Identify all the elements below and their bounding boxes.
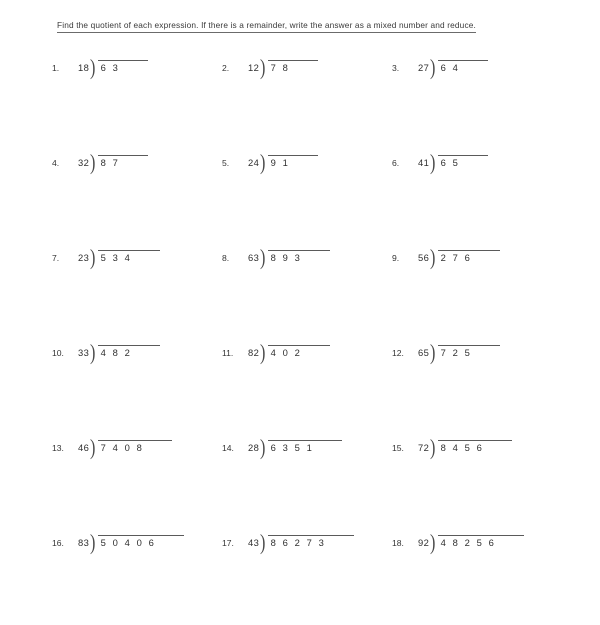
division-bracket-icon: )	[260, 56, 266, 81]
problem-number: 14.	[222, 443, 234, 453]
divisor-value: 83	[78, 537, 90, 548]
vinculum-line	[268, 250, 330, 251]
problem-number: 10.	[52, 348, 64, 358]
division-expression	[78, 435, 146, 461]
problem-row	[0, 530, 600, 625]
problem-row	[0, 435, 600, 530]
problem-number: 15.	[392, 443, 404, 453]
dividend-value: 8 6 2 7 3	[270, 537, 326, 548]
problem-grid	[0, 55, 600, 625]
division-expression	[248, 245, 304, 271]
dividend-wrap	[438, 245, 474, 271]
vinculum-line	[98, 250, 160, 251]
dividend-wrap	[98, 435, 146, 461]
problem-item[interactable]	[52, 530, 158, 556]
problem-item[interactable]	[392, 435, 486, 461]
dividend-wrap	[98, 340, 134, 366]
dividend-wrap	[268, 150, 292, 176]
divisor-value: 46	[78, 442, 90, 453]
problem-row	[0, 150, 600, 245]
problem-number: 16.	[52, 538, 64, 548]
problem-item[interactable]	[392, 55, 462, 81]
divisor-value: 56	[418, 252, 430, 263]
vinculum-line	[268, 60, 318, 61]
division-expression	[78, 340, 134, 366]
division-expression	[418, 55, 462, 81]
division-expression	[78, 55, 122, 81]
vinculum-line	[438, 535, 524, 536]
vinculum-line	[438, 60, 488, 61]
vinculum-line	[268, 440, 342, 441]
vinculum-line	[98, 440, 172, 441]
dividend-value: 8 7	[100, 157, 120, 168]
problem-row	[0, 245, 600, 340]
division-bracket-icon: )	[260, 151, 266, 176]
vinculum-line	[268, 535, 354, 536]
division-bracket-icon: )	[430, 341, 436, 366]
dividend-value: 4 8 2 5 6	[440, 537, 496, 548]
problem-number: 12.	[392, 348, 404, 358]
problem-number: 9.	[392, 253, 400, 263]
problem-item[interactable]	[52, 150, 122, 176]
divisor-value: 63	[248, 252, 260, 263]
division-bracket-icon: )	[430, 436, 436, 461]
dividend-wrap	[438, 150, 462, 176]
problem-row	[0, 340, 600, 435]
division-bracket-icon: )	[90, 151, 96, 176]
problem-item[interactable]	[392, 245, 474, 271]
division-bracket-icon: )	[260, 246, 266, 271]
problem-number: 4.	[52, 158, 60, 168]
problem-number: 17.	[222, 538, 234, 548]
division-expression	[78, 245, 134, 271]
divisor-value: 24	[248, 157, 260, 168]
division-expression	[418, 150, 462, 176]
problem-item[interactable]	[222, 530, 328, 556]
dividend-wrap	[268, 530, 328, 556]
problem-number: 13.	[52, 443, 64, 453]
dividend-value: 6 3	[100, 62, 120, 73]
problem-number: 3.	[392, 63, 400, 73]
dividend-wrap	[98, 530, 158, 556]
division-expression	[248, 55, 292, 81]
instructions-row	[57, 15, 517, 33]
divisor-value: 27	[418, 62, 430, 73]
dividend-value: 7 2 5	[440, 347, 472, 358]
dividend-value: 8 9 3	[270, 252, 302, 263]
divisor-value: 41	[418, 157, 430, 168]
division-expression	[418, 530, 498, 556]
division-bracket-icon: )	[430, 246, 436, 271]
problem-number: 2.	[222, 63, 230, 73]
divisor-value: 33	[78, 347, 90, 358]
problem-item[interactable]	[52, 435, 146, 461]
dividend-value: 8 4 5 6	[440, 442, 484, 453]
divisor-value: 92	[418, 537, 430, 548]
dividend-value: 6 3 5 1	[270, 442, 314, 453]
problem-number: 1.	[52, 63, 60, 73]
division-bracket-icon: )	[260, 436, 266, 461]
problem-number: 11.	[222, 348, 234, 358]
divisor-value: 72	[418, 442, 430, 453]
instructions-text: Find the quotient of each expression. If there is a remainder, write the answer as a mixed number and reduce.	[57, 20, 476, 33]
division-expression	[418, 245, 474, 271]
dividend-value: 5 0 4 0 6	[100, 537, 156, 548]
problem-number: 7.	[52, 253, 60, 263]
problem-item[interactable]	[392, 150, 462, 176]
vinculum-line	[98, 155, 148, 156]
dividend-value: 4 0 2	[270, 347, 302, 358]
divisor-value: 82	[248, 347, 260, 358]
divisor-value: 18	[78, 62, 90, 73]
problem-item[interactable]	[222, 340, 304, 366]
division-expression	[248, 150, 292, 176]
dividend-wrap	[438, 340, 474, 366]
division-expression	[248, 530, 328, 556]
dividend-value: 9 1	[270, 157, 290, 168]
division-bracket-icon: )	[260, 531, 266, 556]
divisor-value: 65	[418, 347, 430, 358]
vinculum-line	[98, 345, 160, 346]
divisor-value: 32	[78, 157, 90, 168]
vinculum-line	[268, 155, 318, 156]
problem-number: 5.	[222, 158, 230, 168]
problem-number: 6.	[392, 158, 400, 168]
vinculum-line	[98, 60, 148, 61]
dividend-value: 7 4 0 8	[100, 442, 144, 453]
vinculum-line	[98, 535, 184, 536]
vinculum-line	[438, 155, 488, 156]
division-bracket-icon: )	[90, 246, 96, 271]
division-expression	[248, 340, 304, 366]
divisor-value: 12	[248, 62, 260, 73]
dividend-wrap	[98, 55, 122, 81]
division-expression	[248, 435, 316, 461]
vinculum-line	[438, 250, 500, 251]
dividend-value: 2 7 6	[440, 252, 472, 263]
problem-number: 8.	[222, 253, 230, 263]
dividend-wrap	[268, 55, 292, 81]
dividend-value: 4 8 2	[100, 347, 132, 358]
dividend-wrap	[438, 55, 462, 81]
divisor-value: 28	[248, 442, 260, 453]
division-expression	[418, 340, 474, 366]
vinculum-line	[438, 345, 500, 346]
problem-item[interactable]	[222, 150, 292, 176]
problem-item[interactable]	[222, 435, 316, 461]
dividend-wrap	[98, 245, 134, 271]
dividend-wrap	[268, 245, 304, 271]
dividend-wrap	[438, 530, 498, 556]
problem-item[interactable]	[52, 245, 134, 271]
problem-item[interactable]	[52, 340, 134, 366]
dividend-wrap	[268, 340, 304, 366]
division-expression	[78, 150, 122, 176]
division-expression	[78, 530, 158, 556]
vinculum-line	[268, 345, 330, 346]
problem-row	[0, 55, 600, 150]
dividend-value: 7 8	[270, 62, 290, 73]
division-bracket-icon: )	[430, 531, 436, 556]
division-bracket-icon: )	[90, 436, 96, 461]
division-bracket-icon: )	[260, 341, 266, 366]
problem-number: 18.	[392, 538, 404, 548]
division-bracket-icon: )	[90, 341, 96, 366]
divisor-value: 43	[248, 537, 260, 548]
dividend-value: 6 4	[440, 62, 460, 73]
vinculum-line	[438, 440, 512, 441]
problem-item[interactable]	[392, 530, 498, 556]
division-expression	[418, 435, 486, 461]
divisor-value: 23	[78, 252, 90, 263]
division-bracket-icon: )	[90, 531, 96, 556]
dividend-value: 6 5	[440, 157, 460, 168]
dividend-wrap	[98, 150, 122, 176]
problem-item[interactable]	[392, 340, 474, 366]
division-bracket-icon: )	[430, 151, 436, 176]
dividend-value: 5 3 4	[100, 252, 132, 263]
division-bracket-icon: )	[90, 56, 96, 81]
dividend-wrap	[268, 435, 316, 461]
problem-item[interactable]	[222, 55, 292, 81]
division-bracket-icon: )	[430, 56, 436, 81]
problem-item[interactable]	[222, 245, 304, 271]
problem-item[interactable]	[52, 55, 122, 81]
dividend-wrap	[438, 435, 486, 461]
